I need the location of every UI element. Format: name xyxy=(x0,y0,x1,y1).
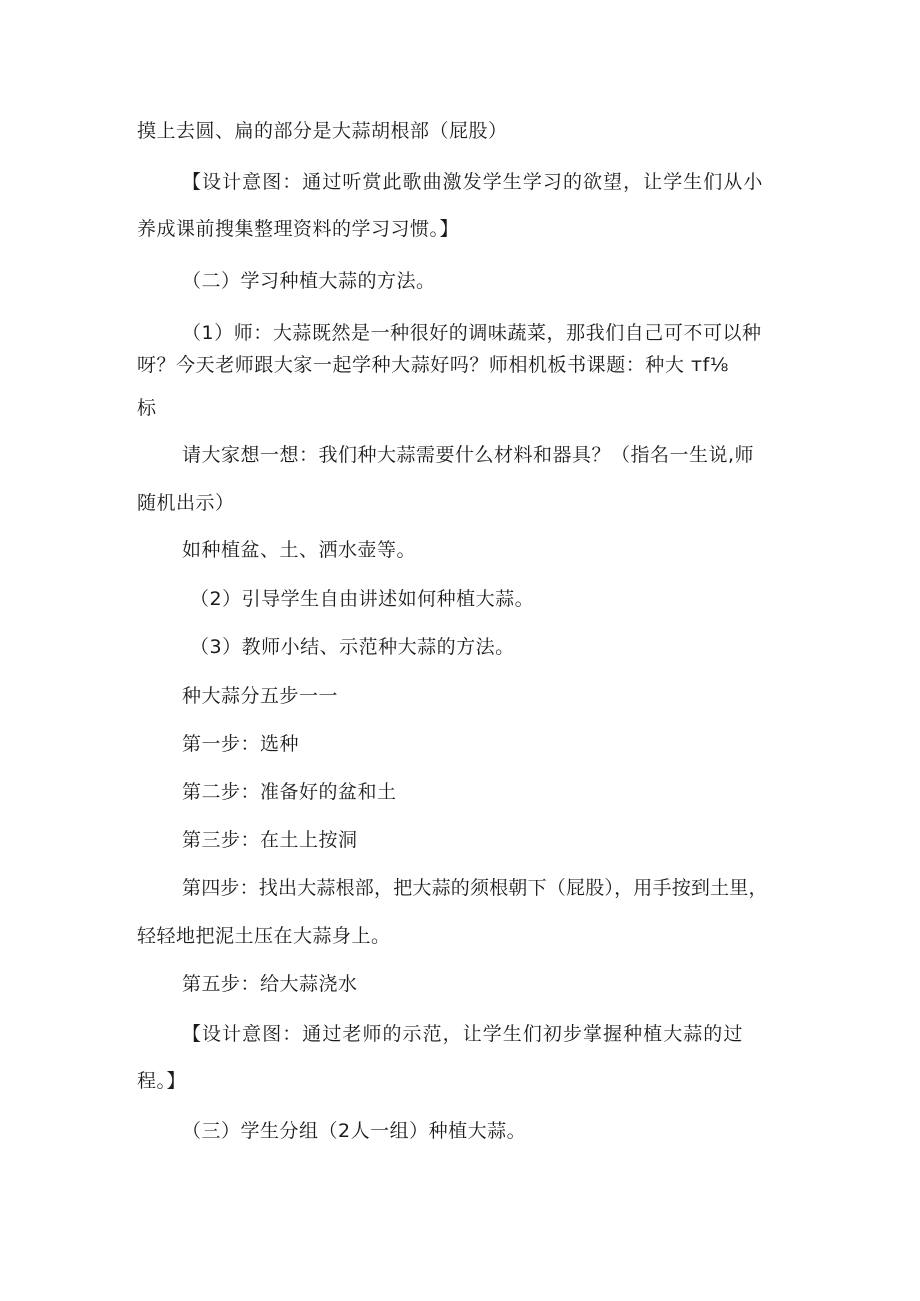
step-line: 第五步：给大蒜浇水 xyxy=(182,973,358,995)
text-line: 随机出示） xyxy=(137,492,235,514)
step-line: 第三步：在土上按洞 xyxy=(182,829,358,851)
section-heading: （三）学生分组（2人一组）种植大蒜。 xyxy=(182,1120,527,1142)
text-line: （1）师：大蒜既然是一种很好的调味蔬菜，那我们自己可不可以种 xyxy=(182,322,762,344)
step-line: 第二步：准备好的盆和土 xyxy=(182,781,397,803)
step-line-continued: 轻轻地把泥土压在大蒜身上。 xyxy=(137,925,391,947)
design-intent-note-continued: 程。】 xyxy=(137,1070,187,1092)
design-intent-note: 【设计意图：通过老师的示范，让学生们初步掌握种植大蒜的过 xyxy=(182,1023,744,1045)
text-line: 摸上去圆、扁的部分是大蒜胡根部（屁股） xyxy=(137,120,508,142)
text-line: 种大蒜分五步一一 xyxy=(182,685,339,707)
design-intent-note: 【设计意图：通过听赏此歌曲激发学生学习的欲望，让学生们从小 xyxy=(182,171,764,193)
section-heading: （二）学习种植大蒜的方法。 xyxy=(182,270,436,292)
text-line: 请大家想一想：我们种大蒜需要什么材料和器具？（指名一生说,师 xyxy=(182,444,755,466)
step-line: 第一步：选种 xyxy=(182,733,300,755)
text-line: 标 xyxy=(137,397,157,419)
text-line: （2）引导学生自由讲述如何种植大蒜。 xyxy=(190,588,535,610)
step-line: 第四步：找出大蒜根部，把大蒜的须根朝下（屁股），用手按到土里， xyxy=(182,877,768,899)
text-line: （3）教师小结、示范种大蒜的方法。 xyxy=(190,636,515,658)
design-intent-note-continued: 养成课前搜集整理资料的学习习惯。】 xyxy=(137,218,460,240)
text-line: 呀？今天老师跟大家一起学种大蒜好吗？师相机板书课题：种大 тf⅛ xyxy=(137,354,729,376)
text-line: 如种植盆、土、洒水壶等。 xyxy=(182,539,417,561)
